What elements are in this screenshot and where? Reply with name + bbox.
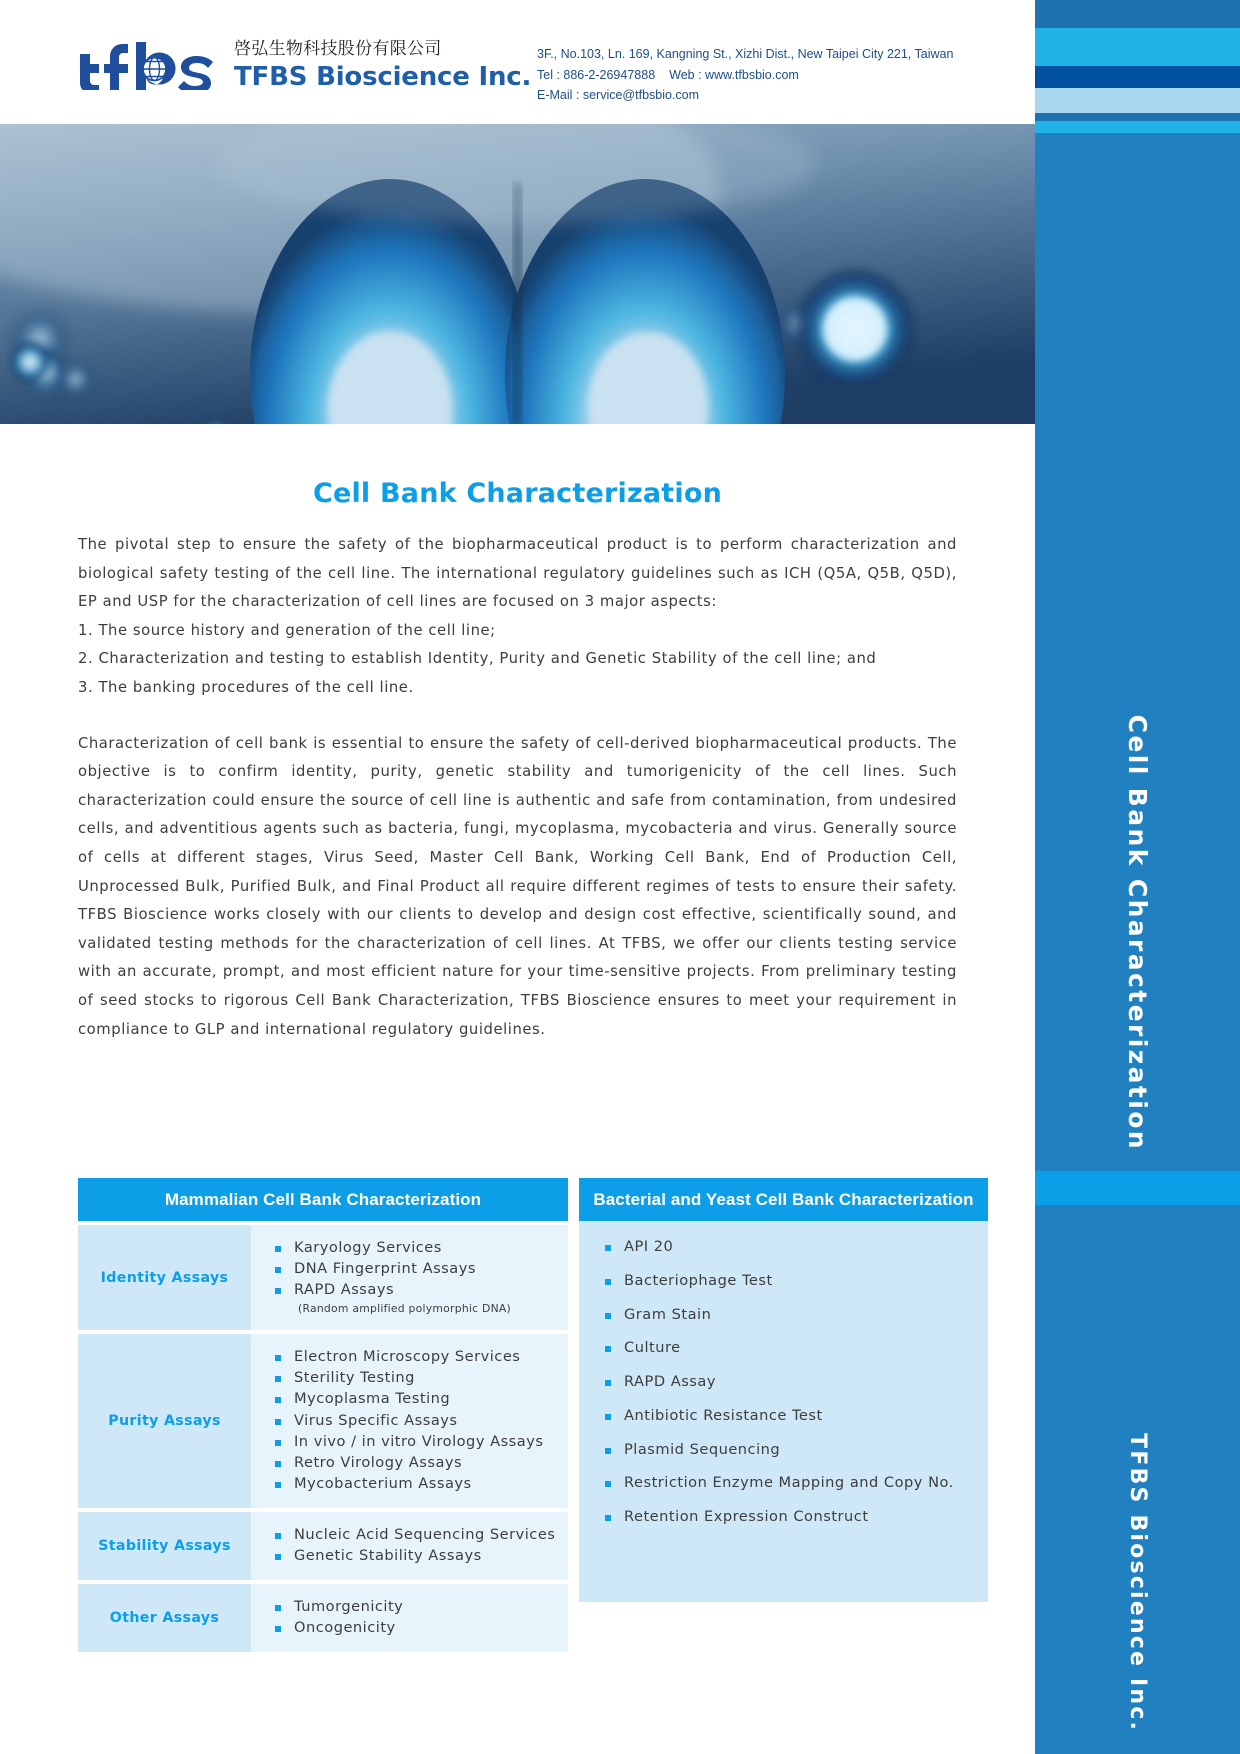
list-item — [275, 1411, 568, 1432]
list-item-label: Plasmid Sequencing — [624, 1440, 781, 1458]
hero-image — [0, 124, 1035, 424]
sidebar-band-5 — [1035, 113, 1240, 121]
email-line[interactable]: E-Mail : service@tfbsbio.com — [537, 88, 700, 102]
list-item-label: Culture — [624, 1339, 681, 1357]
list-item — [605, 1507, 988, 1528]
tfbs-logo — [78, 38, 218, 90]
list-item-label: Bacteriophage Test — [624, 1271, 773, 1289]
sidebar-band-2 — [1035, 28, 1240, 66]
company-name-block — [234, 38, 531, 93]
list-item-label: Mycoplasma Testing — [294, 1390, 451, 1408]
list-item — [275, 1238, 568, 1259]
list-item-label: Retro Virology Assays — [294, 1453, 463, 1471]
body-text-column — [78, 531, 957, 1044]
list-item — [275, 1525, 568, 1546]
sidebar-divider-band — [1035, 1171, 1240, 1205]
list-item — [275, 1546, 568, 1567]
intro-paragraph — [78, 531, 957, 617]
list-item-label: Genetic Stability Assays — [294, 1547, 482, 1565]
list-item-label: Electron Microscopy Services — [294, 1348, 521, 1366]
numbered-item-1: 1. The source history and generation of the cell line; — [78, 621, 496, 639]
rapd-note: (Random amplified polymorphic DNA) — [298, 1301, 512, 1315]
list-item-label: RAPD Assays — [294, 1281, 395, 1299]
row-items-purity — [251, 1334, 568, 1508]
second-paragraph: Characterization of cell bank is essential to ensure the safety of cell-derived biopharmaceutical products. The objective is to confirm identity, purity, genetic stability and tumorigenicity of the cell lines. Such characterization could ensure the source of cell line is authentic and safe from contamination, from undesired cells, and adventitious agents such as bacteria, fungi, mycoplasma, mycobacteria and virus. Generally source of cells at different stages, Virus Seed, Master Cell Bank, Working Cell Bank, End of Production Cell, Unprocessed Bulk, Purified Bulk, and Final Product all require different regimes of tests to ensure their safety. TFBS Bioscience works closely with our clients to develop and design cost effective, scientifically sound, and validated testing methods for the characterization of cell lines. At TFBS, we offer our clients testing service with an accurate, prompt, and most efficient nature for your time-sensitive projects. From preliminary testing of seed stocks to rigorous Cell Bank Characterization, TFBS Bioscience ensures to meet your requirement in compliance to GLP and international regulatory guidelines. — [78, 734, 957, 1038]
row-label-purity: Purity Assays — [78, 1334, 251, 1508]
list-item-label: API 20 — [624, 1238, 674, 1255]
bacterial-yeast-table-header: Bacterial and Yeast Cell Bank Characterization — [579, 1178, 988, 1221]
table-row — [78, 1512, 568, 1580]
bacterial-yeast-body — [579, 1221, 988, 1602]
identity-assay-list — [275, 1238, 568, 1317]
purity-assay-list — [275, 1347, 568, 1494]
list-item — [275, 1453, 568, 1474]
company-name-cn: 啓弘生物科技股份有限公司 — [234, 39, 442, 59]
page-header — [0, 0, 1035, 124]
bacterial-yeast-table — [579, 1178, 988, 1652]
row-items-identity — [251, 1225, 568, 1330]
mammalian-table — [78, 1178, 568, 1652]
list-item — [275, 1280, 568, 1317]
numbered-item-3: 3. The banking procedures of the cell line. — [78, 678, 414, 696]
list-item — [605, 1406, 988, 1427]
list-item — [275, 1597, 568, 1618]
row-items-stability — [251, 1512, 568, 1580]
sidebar-band-6 — [1035, 121, 1240, 133]
list-item — [275, 1389, 568, 1410]
sidebar-band-1 — [1035, 0, 1240, 28]
list-item — [605, 1271, 988, 1292]
list-item — [605, 1372, 988, 1393]
bacterial-yeast-list — [605, 1237, 988, 1528]
list-item-label: Sterility Testing — [294, 1369, 415, 1387]
sidebar-footer-text: TFBS Bioscience Inc. — [1125, 1433, 1150, 1732]
intro-paragraph-text: The pivotal step to ensure the safety of the biopharmaceutical product is to perform characterization and biological safety testing of the cell line. The international regulatory guidelines such as ICH (Q5A, Q5B, Q5D), EP and USP for the characterization of cell lines are focused on 3 major aspects: — [78, 536, 957, 611]
list-item-label: Restriction Enzyme Mapping and Copy No. — [624, 1474, 954, 1492]
web-text[interactable]: Web : www.tfbsbio.com — [669, 67, 799, 82]
list-item-label: Retention Expression Construct — [624, 1508, 869, 1526]
page-title: Cell Bank Characterization — [312, 478, 723, 509]
tel-text: Tel : 886-2-26947888 — [537, 67, 656, 82]
sidebar-footer-panel — [1035, 1205, 1240, 1754]
list-item — [605, 1473, 988, 1494]
list-item-label: Karyology Services — [294, 1239, 442, 1256]
list-item — [275, 1432, 568, 1453]
tel-web-line — [537, 65, 953, 86]
assay-tables — [78, 1178, 988, 1652]
list-item-label: Antibiotic Resistance Test — [624, 1406, 823, 1424]
mammalian-table-header: Mammalian Cell Bank Characterization — [78, 1178, 568, 1221]
list-item — [605, 1305, 988, 1326]
list-item-label: In vivo / in vitro Virology Assays — [294, 1432, 544, 1450]
list-item-label: Nucleic Acid Sequencing Services — [294, 1525, 556, 1543]
row-label-identity: Identity Assays — [78, 1225, 251, 1330]
stability-assay-list — [275, 1525, 568, 1567]
sidebar-band-3 — [1035, 66, 1240, 88]
list-item-label: DNA Fingerprint Assays — [294, 1260, 476, 1278]
hero-illustration — [0, 124, 1035, 424]
table-row — [78, 1334, 568, 1508]
list-item — [605, 1237, 988, 1258]
sidebar-title-text: Cell Bank Characterization — [1123, 714, 1152, 1151]
tfbs-logo-icon — [78, 38, 218, 90]
other-assay-list — [275, 1597, 568, 1639]
list-item-label: RAPD Assay — [624, 1373, 716, 1391]
list-item-label: Gram Stain — [624, 1305, 712, 1323]
sidebar-title-panel — [1035, 133, 1240, 1171]
list-item — [275, 1368, 568, 1389]
list-item — [275, 1618, 568, 1639]
list-item — [605, 1440, 988, 1461]
right-sidebar — [1035, 0, 1240, 1754]
list-item-label: Virus Specific Assays — [294, 1411, 458, 1429]
list-item — [275, 1259, 568, 1280]
main-content — [0, 424, 1035, 1044]
list-item — [275, 1347, 568, 1368]
table-row — [78, 1584, 568, 1652]
list-item-label: Mycobacterium Assays — [294, 1474, 472, 1492]
list-item-label: Tumorgenicity — [294, 1598, 404, 1616]
row-label-other: Other Assays — [78, 1584, 251, 1652]
list-item — [275, 1474, 568, 1495]
list-item — [605, 1338, 988, 1359]
address-line: 3F., No.103, Ln. 169, Kangning St., Xizhi Dist., New Taipei City 221, Taiwan — [537, 47, 954, 61]
contact-info — [537, 44, 953, 106]
row-label-stability: Stability Assays — [78, 1512, 251, 1580]
list-item-label: Oncogenicity — [294, 1619, 396, 1637]
row-items-other — [251, 1584, 568, 1652]
company-name-en: TFBS Bioscience Inc. — [234, 62, 532, 92]
table-row — [78, 1225, 568, 1330]
numbered-item-2: 2. Characterization and testing to establish Identity, Purity and Genetic Stability of the cell line; and — [78, 650, 877, 668]
sidebar-band-4 — [1035, 88, 1240, 113]
